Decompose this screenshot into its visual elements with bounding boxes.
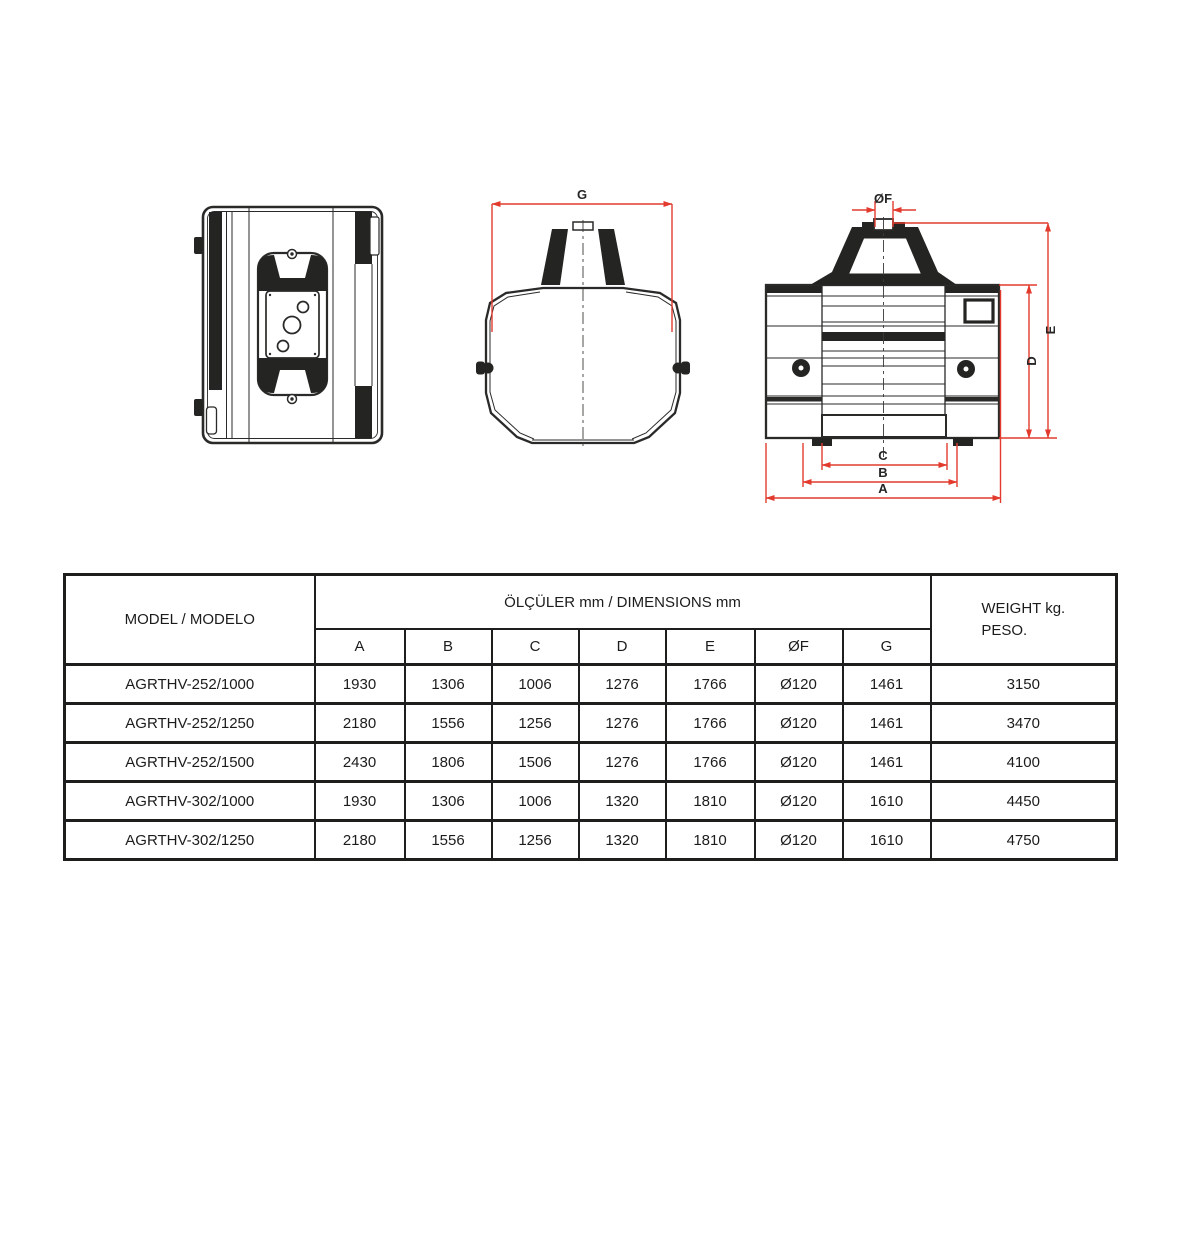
side-view-body bbox=[766, 285, 999, 446]
value-cell: Ø120 bbox=[755, 704, 843, 743]
value-cell: 1320 bbox=[579, 782, 666, 821]
value-cell: Ø120 bbox=[755, 782, 843, 821]
top-view-left-tab bbox=[207, 407, 217, 434]
value-cell: 1610 bbox=[843, 782, 931, 821]
value-cell: 1930 bbox=[315, 665, 405, 704]
value-cell: Ø120 bbox=[755, 743, 843, 782]
col-header-d: D bbox=[579, 629, 666, 665]
table-row bbox=[65, 782, 1117, 821]
weight-header-line1: WEIGHT kg. bbox=[981, 599, 1066, 617]
table-row bbox=[65, 743, 1117, 782]
value-cell: 1461 bbox=[843, 743, 931, 782]
value-cell: 1006 bbox=[492, 782, 579, 821]
value-cell: 1306 bbox=[405, 782, 492, 821]
weight-cell: 3470 bbox=[931, 704, 1117, 743]
value-cell: 1766 bbox=[666, 704, 755, 743]
value-cell: 2180 bbox=[315, 821, 405, 860]
table-row bbox=[65, 704, 1117, 743]
weight-column-header bbox=[931, 575, 1117, 665]
weight-header-line2: PESO. bbox=[981, 621, 1028, 639]
value-cell: 1810 bbox=[666, 782, 755, 821]
dim-label-d: D bbox=[1024, 356, 1039, 366]
col-header-a: A bbox=[315, 629, 405, 665]
weight-cell: 3150 bbox=[931, 665, 1117, 704]
front-view-drawing bbox=[460, 185, 710, 475]
col-header-c: C bbox=[492, 629, 579, 665]
value-cell: 2180 bbox=[315, 704, 405, 743]
dim-label-e: E bbox=[1043, 325, 1058, 335]
value-cell: 1256 bbox=[492, 704, 579, 743]
col-header-b: B bbox=[405, 629, 492, 665]
value-cell: Ø120 bbox=[755, 665, 843, 704]
value-cell: 1461 bbox=[843, 704, 931, 743]
model-cell: AGRTHV-252/1250 bbox=[65, 704, 315, 743]
table-row bbox=[65, 665, 1117, 704]
dim-label-f: ØF bbox=[873, 191, 893, 206]
value-cell: 1306 bbox=[405, 665, 492, 704]
value-cell: 1806 bbox=[405, 743, 492, 782]
value-cell: 1810 bbox=[666, 821, 755, 860]
dim-label-c: C bbox=[878, 448, 888, 463]
weight-cell: 4750 bbox=[931, 821, 1117, 860]
model-cell: AGRTHV-252/1000 bbox=[65, 665, 315, 704]
value-cell: 1276 bbox=[579, 743, 666, 782]
spec-table bbox=[63, 573, 1118, 861]
side-view-drawing bbox=[745, 175, 1075, 515]
value-cell: 1461 bbox=[843, 665, 931, 704]
value-cell: 1556 bbox=[405, 704, 492, 743]
col-header-f: ØF bbox=[755, 629, 843, 665]
model-cell: AGRTHV-302/1000 bbox=[65, 782, 315, 821]
value-cell: 1276 bbox=[579, 665, 666, 704]
top-view-right-slot bbox=[370, 217, 379, 255]
top-view-burner-capsule bbox=[258, 250, 327, 404]
dimensions-header: ÖLÇÜLER mm / DIMENSIONS mm bbox=[315, 575, 931, 630]
value-cell: 2430 bbox=[315, 743, 405, 782]
model-cell: AGRTHV-302/1250 bbox=[65, 821, 315, 860]
side-view-bottom-panel bbox=[822, 415, 946, 437]
value-cell: 1006 bbox=[492, 665, 579, 704]
model-cell: AGRTHV-252/1500 bbox=[65, 743, 315, 782]
value-cell: 1506 bbox=[492, 743, 579, 782]
weight-cell: 4450 bbox=[931, 782, 1117, 821]
model-column-header: MODEL / MODELO bbox=[65, 575, 315, 665]
value-cell: 1610 bbox=[843, 821, 931, 860]
top-view-drawing bbox=[170, 190, 400, 460]
value-cell: 1256 bbox=[492, 821, 579, 860]
dim-label-a: A bbox=[878, 481, 888, 496]
value-cell: 1766 bbox=[666, 665, 755, 704]
weight-cell: 4100 bbox=[931, 743, 1117, 782]
col-header-g: G bbox=[843, 629, 931, 665]
value-cell: 1276 bbox=[579, 704, 666, 743]
value-cell: 1930 bbox=[315, 782, 405, 821]
value-cell: 1320 bbox=[579, 821, 666, 860]
value-cell: 1556 bbox=[405, 821, 492, 860]
dim-label-b: B bbox=[878, 465, 888, 480]
dim-label-g: G bbox=[576, 187, 588, 202]
table-row bbox=[65, 821, 1117, 860]
value-cell: Ø120 bbox=[755, 821, 843, 860]
side-view-control-box bbox=[965, 300, 993, 322]
col-header-e: E bbox=[666, 629, 755, 665]
value-cell: 1766 bbox=[666, 743, 755, 782]
